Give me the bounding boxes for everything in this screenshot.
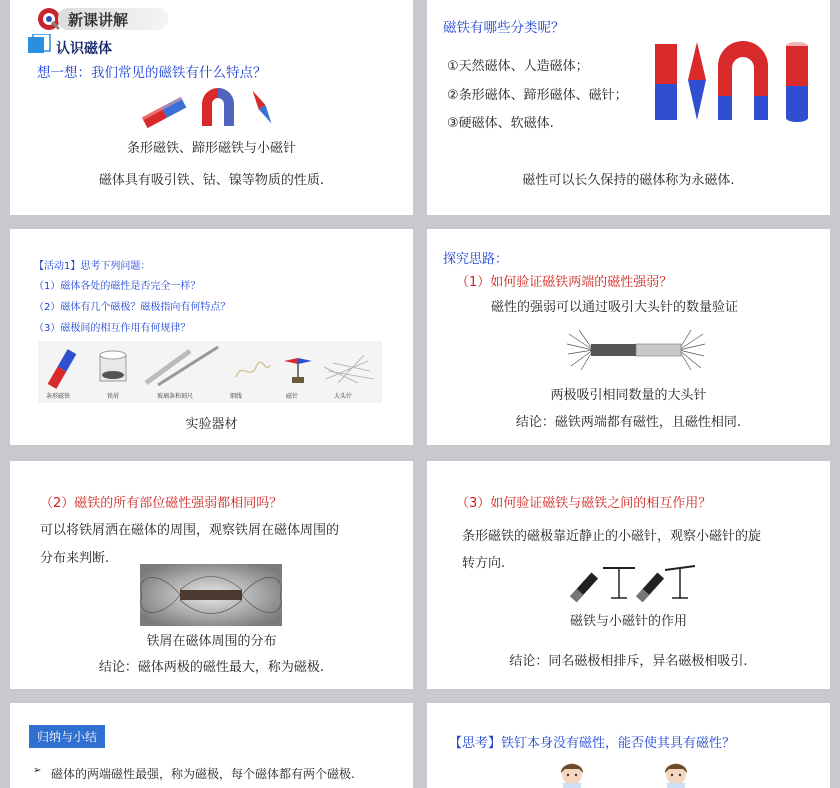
exploration-3-line-1: 条形磁铁的磁极靠近静止的小磁针，观察小磁针的旋 [462, 529, 762, 544]
classification-item-1: ①天然磁体、人造磁体； [447, 59, 589, 74]
slide-think [427, 703, 830, 788]
slide-exploration-1 [427, 229, 830, 445]
permanent-magnet-statement: 磁性可以长久保持的磁体称为永磁体. [522, 173, 735, 188]
classification-item-3: ③硬磁体、软磁体. [447, 116, 554, 131]
equipment-label-compass: 磁针 [286, 393, 299, 400]
exploration-line-1: 磁性的强弱可以通过吸引大头针的数量验证 [491, 300, 739, 315]
section-label: 认识磁体 [56, 41, 112, 57]
slide-recognize-magnet [10, 0, 413, 215]
summary-badge: 归纳与小结 [29, 725, 105, 748]
equipment-label-pins: 大头针 [334, 393, 353, 400]
slide-activity-1 [10, 229, 413, 445]
equipment-label-bar-magnet: 条形磁铁 [46, 393, 71, 400]
magnet-types-illustration [652, 36, 812, 126]
equipment-label-thread: 细线 [230, 393, 243, 400]
pins-caption: 两极吸引相同数量的大头针 [550, 388, 707, 403]
classification-question: 磁铁有哪些分类呢？ [443, 20, 565, 36]
magnet-compass-caption: 磁铁与小磁针的作用 [569, 614, 687, 629]
iron-filings-image [140, 564, 282, 626]
exploration-2-line-1: 可以将铁屑洒在磁体的周围，观察铁屑在磁体周围的 [40, 523, 340, 538]
slide-summary [10, 703, 413, 788]
magnets-caption: 条形磁铁、蹄形磁铁与小磁针 [126, 141, 296, 156]
question-text: 想一想：我们常见的磁铁有什么特点？ [37, 65, 267, 81]
exploration-conclusion-3: 结论：同名磁极相排斥，异名磁极相吸引. [509, 654, 748, 669]
equipment-images [38, 341, 382, 391]
magnets-illustration [140, 82, 280, 132]
classification-item-2: ②条形磁体、蹄形磁体、磁针； [447, 88, 628, 103]
exploration-question-1: （1）如何验证磁铁两端的磁性强弱？ [456, 275, 673, 290]
equipment-caption: 实验器材 [185, 417, 238, 432]
equipment-label-glass-ruler: 玻璃条和刻尺 [157, 393, 194, 400]
student-avatar-left [557, 761, 587, 788]
think-question: 【思考】铁钉本身没有磁性，能否使其具有磁性？ [449, 736, 736, 751]
activity-question-2: （2）磁体有几个磁极？磁极指向有何特点？ [34, 302, 231, 313]
exploration-title: 探究思路： [443, 252, 509, 267]
exploration-question-3: （3）如何验证磁铁与磁铁之间的相互作用？ [456, 496, 712, 511]
iron-filings-caption: 铁屑在磁体周围的分布 [146, 634, 277, 649]
summary-bullet: 磁体的两端磁性最强，称为磁极，每个磁体都有两个磁极. [51, 767, 355, 781]
exploration-conclusion-1: 结论：磁铁两端都有磁性，且磁性相同. [515, 415, 742, 430]
slide-exploration-2 [10, 461, 413, 689]
equipment-label-iron-filings: 铁屑 [107, 393, 120, 400]
pins-attracted-illustration [565, 326, 707, 374]
header-title: 新课讲解 [68, 11, 129, 29]
exploration-3-line-2: 转方向. [462, 556, 506, 571]
magnet-property-statement: 磁体具有吸引铁、钴、镍等物质的性质. [98, 173, 325, 188]
exploration-conclusion-2: 结论：磁体两极的磁性最大，称为磁极. [98, 660, 325, 675]
bullet-arrow-icon: ➢ [33, 765, 42, 776]
magnet-and-compass-illustration [567, 564, 697, 604]
activity-question-1: （1）磁体各处的磁性是否完全一样？ [34, 281, 201, 292]
slide-magnet-classification [427, 0, 830, 215]
activity-question-3: （3）磁极间的相互作用有何规律？ [34, 323, 191, 334]
exploration-question-2: （2）磁铁的所有部位磁性强弱都相同吗？ [40, 496, 283, 511]
student-avatar-right [661, 761, 691, 788]
exploration-2-line-2: 分布来判断. [40, 551, 110, 566]
activity-title: 【活动1】思考下列问题： [34, 261, 151, 272]
slide-exploration-3 [427, 461, 830, 689]
section-square-icon [27, 34, 51, 56]
